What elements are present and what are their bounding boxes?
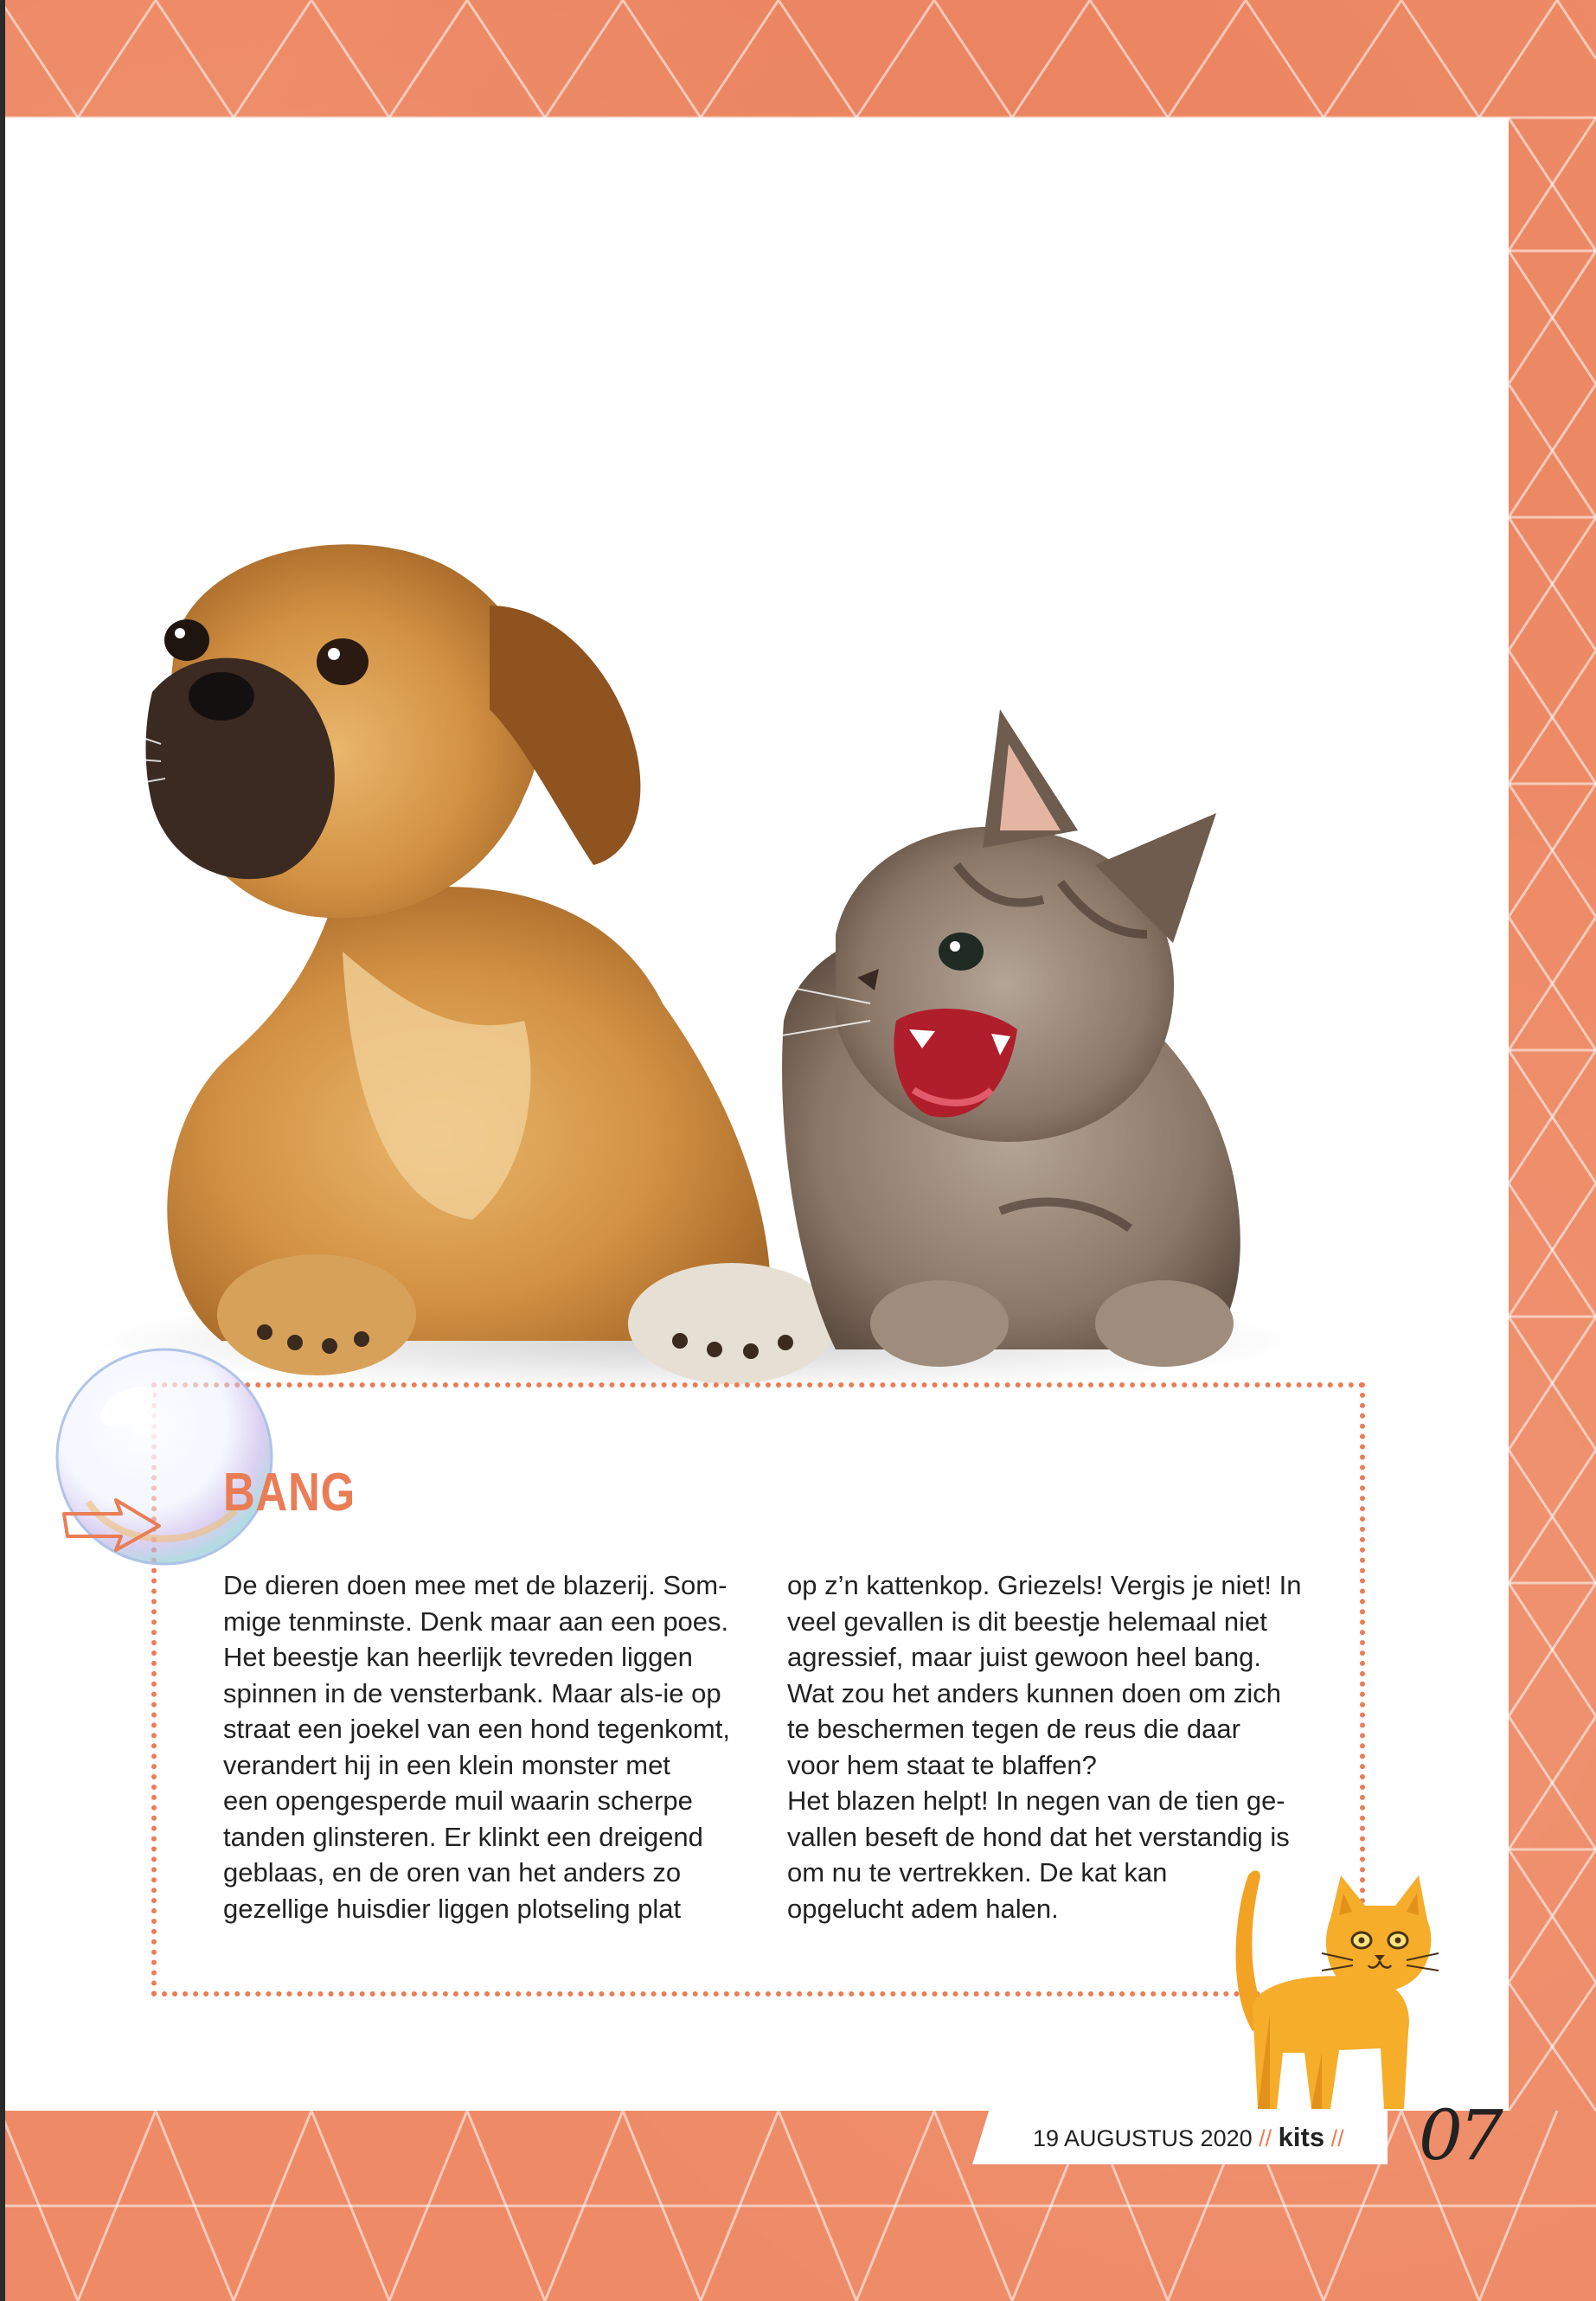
footer-separator: // (1324, 2125, 1344, 2151)
text-line: agressief, maar juist gewoon heel bang. (787, 1642, 1261, 1672)
text-line: een opengesperde muil waarin scherpe (223, 1785, 693, 1816)
text-line: straat een joekel van een hond tegenkomt, (223, 1714, 730, 1744)
puppy-and-kitten-photo (5, 346, 1509, 1436)
article-column-1 (223, 1567, 777, 1926)
text-line: tanden glinsteren. Er klinkt een dreigend (223, 1821, 703, 1852)
text-line: verandert hij in een klein monster met (223, 1749, 670, 1780)
text-line: voor hem staat te blaffen? (787, 1749, 1097, 1780)
text-line: vallen beseft de hond dat het verstandig is (787, 1821, 1290, 1852)
text-line: geblaas, en de oren van het anders zo (223, 1857, 682, 1888)
footer-info (1033, 2122, 1344, 2153)
article-heading: BANG (223, 1463, 356, 1522)
text-line: op z’n kattenkop. Griezels! Vergis je niet! In (787, 1570, 1302, 1600)
text-line: Wat zou het anders kunnen doen om zich (787, 1677, 1281, 1708)
issue-date: 19 AUGUSTUS 2020 (1033, 2125, 1253, 2151)
orange-cat-illustration (1201, 1858, 1452, 2118)
arrow-outline-icon (61, 1495, 164, 1555)
text-line: Het blazen helpt! In negen van de tien ge- (787, 1785, 1285, 1816)
page-number: 07 (1419, 2095, 1500, 2176)
text-line: spinnen in de vensterbank. Maar als-ie op (223, 1677, 721, 1708)
text-line: opgelucht adem halen. (787, 1893, 1059, 1924)
text-line: Het beestje kan heerlijk tevreden liggen (223, 1642, 693, 1672)
text-line: gezellige huisdier liggen plotseling plat (223, 1893, 682, 1924)
footer-separator: // (1252, 2125, 1279, 2151)
text-line: te beschermen tegen de reus die daar (787, 1714, 1240, 1744)
text-line: veel gevallen is dit beestje helemaal niet (787, 1606, 1267, 1637)
magazine-brand: kits (1278, 2122, 1325, 2152)
text-line: mige tenminste. Denk maar aan een poes. (223, 1606, 729, 1637)
text-line: om nu te vertrekken. De kat kan (787, 1857, 1168, 1888)
text-line: De dieren doen mee met de blazerij. Som- (223, 1570, 727, 1600)
